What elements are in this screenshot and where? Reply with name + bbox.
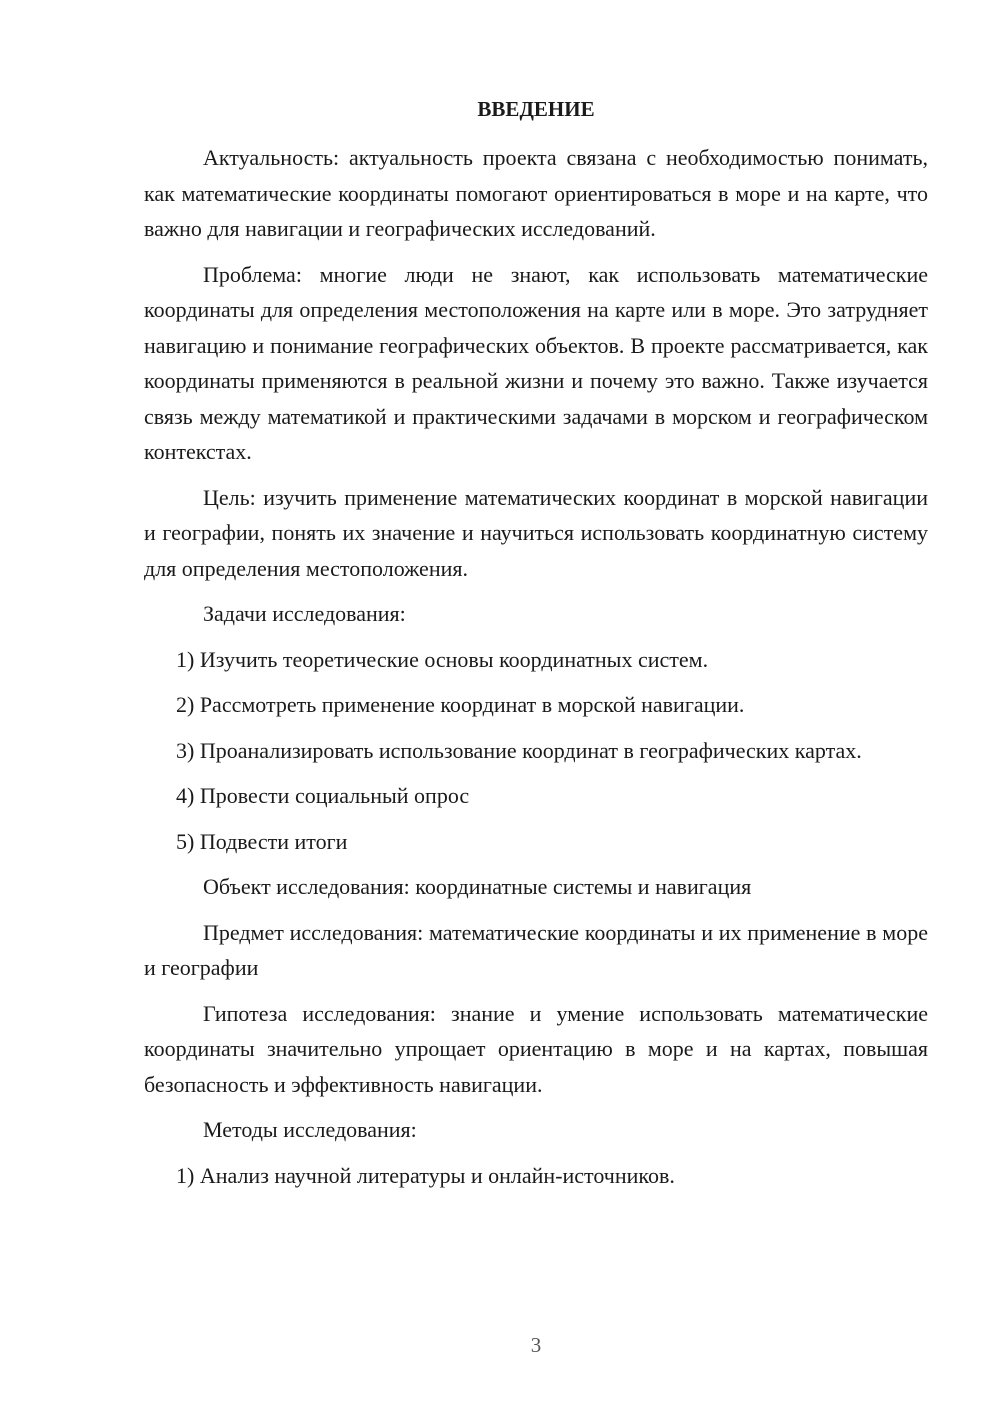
relevance-paragraph: Актуальность: актуальность проекта связана с необходимостью понимать, как математические координаты помогают ориентироваться в море и на карте, что важно для навигации и географических исследований. (144, 145, 928, 241)
task-item-4: 4) Провести социальный опрос (176, 783, 470, 808)
page-number: 3 (530, 1333, 542, 1357)
task-item-5: 5) Подвести итоги (176, 828, 348, 854)
tasks-heading: Задачи исследования: (203, 601, 406, 626)
goal-paragraph: Цель: изучить применение математических координат в морской навигации и географии, понять их значение и научиться использовать координатную систему для определения местоположения. (144, 484, 928, 581)
hypothesis-paragraph: Гипотеза исследования: знание и умение использовать математические координаты значительно упрощает ориентацию в море и на картах, повышая безопасность и эффективность навигации. (144, 1000, 928, 1097)
task-item-1: 1) Изучить теоретические основы координатных систем. (176, 646, 709, 672)
subject-paragraph: Предмет исследования: математические координаты и их применение в море и географии (144, 919, 928, 980)
object-paragraph: Объект исследования: координатные системы и навигация (203, 874, 752, 899)
section-title: ВВЕДЕНИЕ (477, 97, 595, 121)
problem-paragraph: Проблема: многие люди не знают, как использовать математические координаты для определения местоположения на карте или в море. Это затрудняет навигацию и понимание географических объектов. В проекте рассматривается, как координаты применяются в реальной жизни и почему это важно. Также изучается связь между математикой и практическими задачами в морском и географическом контекстах. (144, 261, 928, 464)
task-item-3: 3) Проанализировать использование координат в географических картах. (176, 737, 862, 763)
task-item-2: 2) Рассмотреть применение координат в морской навигации. (176, 692, 745, 717)
document-page (144, 92, 928, 1203)
method-item-1: 1) Анализ научной литературы и онлайн-источников. (176, 1162, 675, 1188)
methods-heading: Методы исследования: (203, 1117, 417, 1142)
